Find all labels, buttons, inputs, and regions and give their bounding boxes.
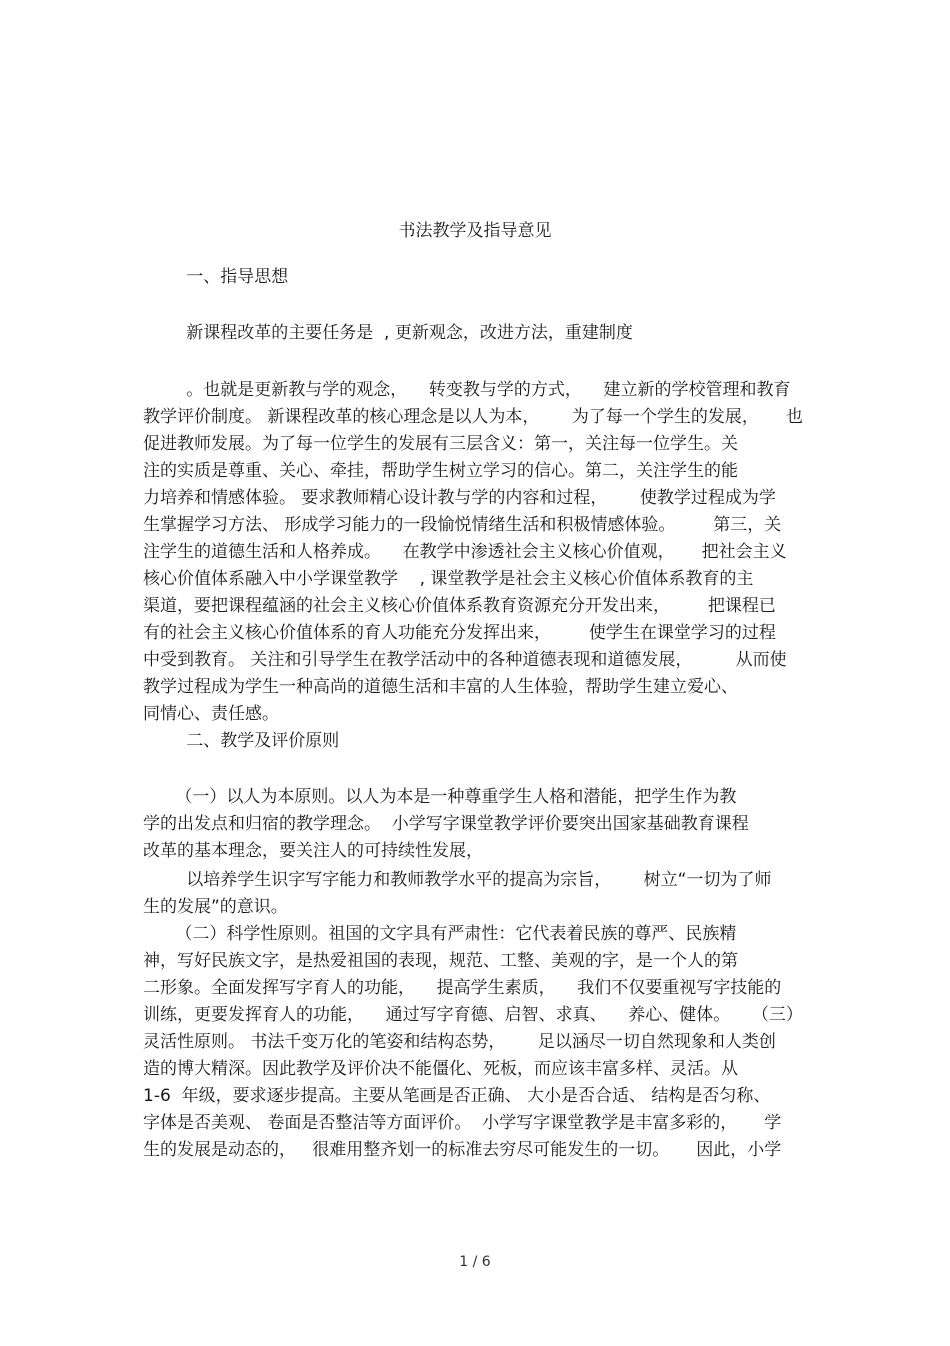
paragraph-line: 神，写好民族文字，是热爱祖国的表现，规范、工整、美观的字，是一个人的第 [143, 951, 738, 971]
paragraph-line: 二形象。全面发挥写字育人的功能， 提高学生素质， 我们不仅要重视写字技能的 [143, 978, 782, 998]
paragraph-line: （二）科学性原则。祖国的文字具有严肃性：它代表着民族的尊严、民族精 [143, 924, 737, 944]
paragraph-line: 以培养学生识字写字能力和教师教学水平的提高为宗旨， 树立“一切为了师 [143, 870, 772, 890]
paragraph-line: 新课程改革的主要任务是 , 更新观念，改进方法，重建制度 [143, 323, 633, 343]
paragraph-line: 促进教师发展。为了每一位学生的发展有三层含义：第一，关注每一位学生。关 [143, 434, 738, 454]
paragraph-line: 渠道，要把课程蕴涵的社会主义核心价值体系教育资源充分开发出来， 把课程已 [143, 596, 776, 616]
paragraph-line: 。也就是更新教与学的观念， 转变教与学的方式， 建立新的学校管理和教育 [143, 380, 791, 400]
paragraph-line: 同情心、责任感。 [143, 704, 279, 724]
paragraph-line: 字体是否美观、 卷面是否整洁等方面评价。 小学写字课堂教学是丰富多彩的， 学 [143, 1113, 782, 1133]
paragraph-line: 有的社会主义核心价值体系的育人功能充分发挥出来， 使学生在课堂学习的过程 [143, 623, 776, 643]
paragraph-line: 生掌握学习方法、 形成学习能力的一段愉悦情绪生活和积极情感体验。 第三，关 [143, 515, 782, 535]
paragraph-line: 1-6 年级，要求逐步提高。主要从笔画是否正确、 大小是否合适、 结构是否匀称、 [143, 1086, 771, 1106]
heading-guiding-ideology: 一、指导思想 [143, 267, 289, 287]
paragraph-line: 造的博大精深。因此教学及评价决不能僵化、死板，而应该丰富多样、灵活。从 [143, 1059, 738, 1079]
paragraph-line: 生的发展是动态的， 很难用整齐划一的标准去穷尽可能发生的一切。 因此，小学 [143, 1140, 782, 1160]
paragraph-line: 训练，更要发挥育人的功能， 通过写字育德、启智、求真、 养心、健体。 （三） [143, 1005, 803, 1025]
document-title: 书法教学及指导意见 [398, 221, 552, 241]
paragraph-line: 教学评价制度。 新课程改革的核心理念是以人为本， 为了每一个学生的发展， 也 [143, 407, 803, 427]
paragraph-line: 学的出发点和归宿的教学理念。 小学写字课堂教学评价要突出国家基础教育课程 [143, 814, 749, 834]
heading-teaching-principles: 二、教学及评价原则 [143, 731, 340, 751]
paragraph-line: 注学生的道德生活和人格养成。 在教学中渗透社会主义核心价值观， 把社会主义 [143, 542, 787, 562]
paragraph-line: 核心价值体系融入中小学课堂教学 , 课堂教学是社会主义核心价值体系教育的主 [143, 569, 754, 589]
paragraph-line: 教学过程成为学生一种高尚的道德生活和丰富的人生体验，帮助学生建立爱心、 [143, 677, 738, 697]
paragraph-line: 灵活性原则。 书法千变万化的笔姿和结构态势， 足以涵尽一切自然现象和人类创 [143, 1032, 776, 1052]
paragraph-line: 注的实质是尊重、关心、牵挂，帮助学生树立学习的信心。第二，关注学生的能 [143, 461, 738, 481]
paragraph-line: 力培养和情感体验。 要求教师精心设计教与学的内容和过程， 使教学过程成为学 [143, 488, 776, 508]
paragraph-line: 改革的基本理念，要关注人的可持续性发展， [143, 841, 483, 861]
page-number: 1 / 6 [459, 1254, 491, 1270]
paragraph-line: （一）以人为本原则。以人为本是一种尊重学生人格和潜能，把学生作为教 [143, 787, 737, 807]
paragraph-line: 生的发展”的意识。 [143, 897, 288, 917]
paragraph-line: 中受到教育。 关注和引导学生在教学活动中的各种道德表现和道德发展， 从而使 [143, 650, 787, 670]
